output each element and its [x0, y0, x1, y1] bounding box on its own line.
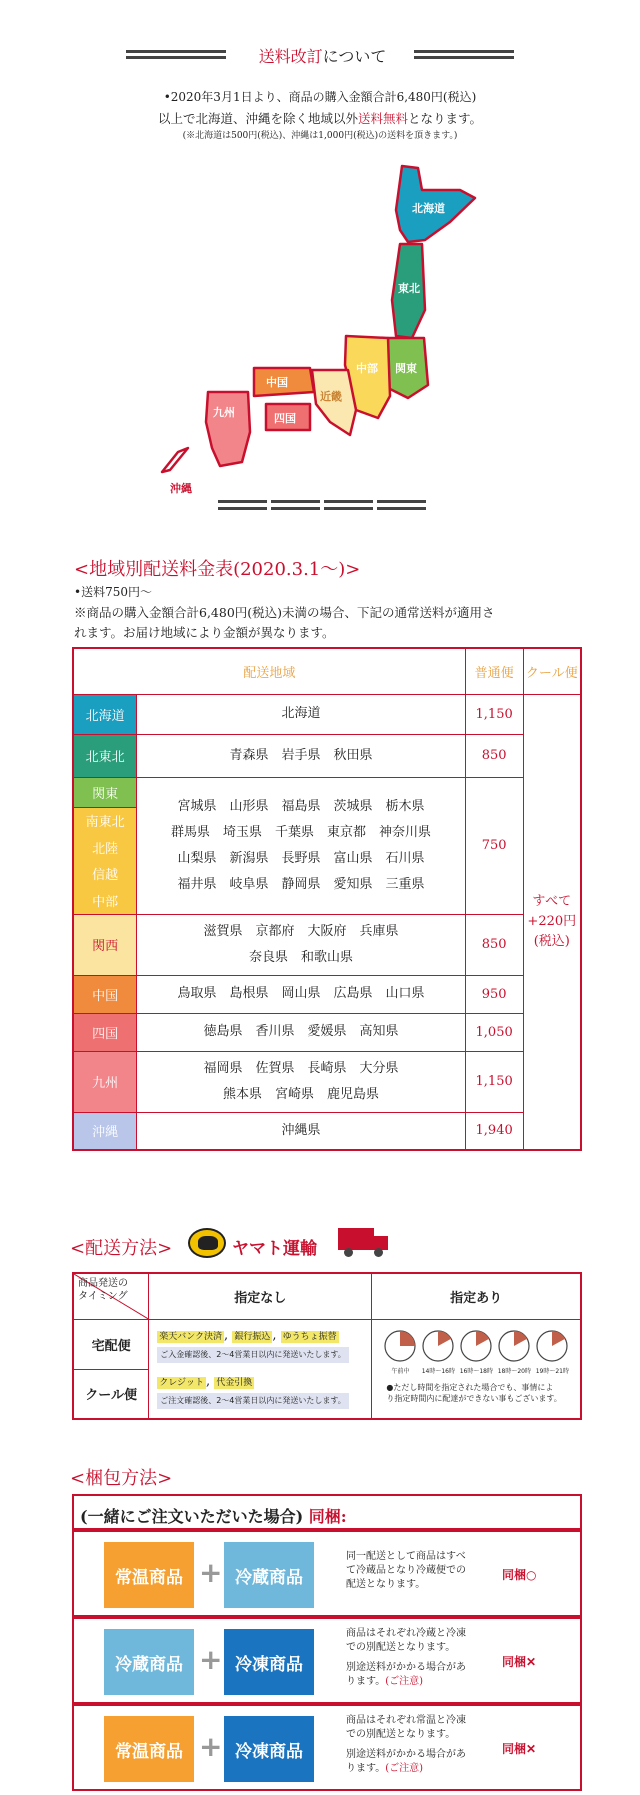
product-box: 冷凍商品: [224, 1716, 314, 1782]
clock-label: 18時〜20時: [497, 1367, 532, 1375]
header-region: 配送地域: [73, 648, 465, 694]
title-bar-right: [414, 50, 514, 59]
clock-icon: [422, 1330, 454, 1362]
product-box: 常温商品: [104, 1542, 194, 1608]
map-label-kinki: 近畿: [320, 390, 342, 403]
pref-line: 沖縄県: [281, 1122, 321, 1138]
product-box: 冷蔵商品: [104, 1629, 194, 1695]
fee-line3: れます。お届け地域により金額が異なります。: [74, 625, 335, 640]
delivery-table: [72, 1272, 582, 1420]
row-takkyubin: 宅配便: [73, 1319, 149, 1369]
pref-cell: [137, 694, 465, 734]
region-label: 北海道: [85, 708, 125, 724]
plus-icon: +: [199, 1643, 223, 1676]
pref-cell: [137, 1051, 465, 1112]
packing-desc: 商品はそれぞれ常温と冷凍 での別配送となります。 別途送料がかかる場合があ ります。(ご注意): [346, 1715, 466, 1774]
product-box: 常温商品: [104, 1716, 194, 1782]
region-cell: [73, 1051, 137, 1112]
region-label: 関東: [74, 778, 136, 808]
packing-desc: 同一配送として商品はすべ て冷蔵品となり冷蔵便での 配送となります。: [346, 1551, 466, 1590]
pref-cell: [137, 975, 465, 1013]
region-label: 南東北: [85, 815, 125, 831]
map-okinawa: [162, 448, 188, 472]
price-cell: 1,050: [465, 1013, 523, 1051]
region-label: 信越: [92, 868, 119, 884]
packing-title: <梱包方法>: [70, 1468, 173, 1489]
packing-row: [72, 1704, 582, 1791]
pref-line: 山梨県 新潟県 長野県 富山県 石川県: [177, 850, 425, 866]
payment-cell: 楽天バンク決済 , 銀行振込 , ゆうちょ振替 ご入金確認後、2〜4営業日以内に発送いたします。 クレジット , 代金引換 ご注文確認後、2〜4営業日以内に発送いたします。: [149, 1319, 372, 1419]
fee-line2: ※商品の購入金額合計6,480円(税込)未満の場合、下記の通常送料が適用さ: [74, 605, 495, 620]
price-cell: 1,150: [465, 694, 523, 734]
carrier-name: ヤマト運輸: [232, 1239, 317, 1259]
time-note: ●ただし時間を指定された場合でも、事情によ り指定時間内に配達ができない事もございます。: [386, 1382, 562, 1403]
delivery-title: <配送方法>: [70, 1238, 173, 1259]
packing-row: [72, 1530, 582, 1617]
region-cell-stack: [73, 777, 137, 914]
map-label-shikoku: 四国: [274, 412, 296, 425]
pref-line: 福井県 岐阜県 静岡県 愛知県 三重県: [177, 876, 425, 892]
price-cell: 750: [465, 777, 523, 914]
packing-row: [72, 1617, 582, 1704]
map-label-kyushu: 九州: [213, 406, 235, 419]
pref-line: 熊本県 宮崎県 鹿児島県: [222, 1086, 379, 1102]
region-label: 九州: [92, 1076, 119, 1091]
pref-line: 群馬県 埼玉県 千葉県 東京都 神奈川県: [170, 824, 431, 840]
header-cool: クール便: [523, 648, 581, 694]
map-label-tohoku: 東北: [398, 282, 420, 295]
packing-result: 同梱✕: [502, 1742, 537, 1756]
packing-desc: 商品はそれぞれ冷蔵と冷凍 での別配送となります。 別途送料がかかる場合があ ります。(ご注意): [346, 1628, 466, 1687]
col-with-time: 指定あり: [372, 1273, 581, 1319]
header-normal: 普通便: [465, 648, 523, 694]
truck-wheel-icon: [374, 1248, 383, 1257]
packing-result: 同梱○: [502, 1568, 537, 1582]
cool-cell: すべて +220円 (税込): [523, 694, 581, 1150]
product-box: 冷凍商品: [224, 1629, 314, 1695]
col-no-time: 指定なし: [149, 1273, 372, 1319]
map-kyushu: [206, 392, 250, 466]
truck-icon: [338, 1228, 374, 1250]
divider-bars: [218, 500, 426, 510]
pref-line: 宮城県 山形県 福島県 茨城県 栃木県: [177, 798, 425, 814]
pref-cell: [137, 734, 465, 777]
region-label: 中部: [92, 894, 119, 910]
japan-map: [150, 160, 480, 500]
title-bar-left: [126, 50, 226, 59]
pref-line: 徳島県 香川県 愛媛県 高知県: [203, 1024, 399, 1039]
pref-cell: [137, 914, 465, 975]
pref-line: 福岡県 佐賀県 長崎県 大分県: [203, 1060, 399, 1076]
region-cell: [73, 1112, 137, 1150]
pref-line: 鳥取県 島根県 岡山県 広島県 山口県: [177, 986, 425, 1001]
price-cell: 1,150: [465, 1051, 523, 1112]
pref-line: 奈良県 和歌山県: [248, 949, 353, 965]
plus-icon: +: [199, 1556, 223, 1589]
region-label: 沖縄: [92, 1125, 119, 1141]
yamato-cat-inner-icon: [198, 1236, 218, 1250]
row-cool: クール便: [73, 1369, 149, 1419]
clock-label: 午前中: [391, 1367, 410, 1375]
region-cell: [73, 975, 137, 1013]
clock-icon: [536, 1330, 568, 1362]
region-label: 中国: [92, 988, 119, 1004]
clock-icon: [384, 1330, 416, 1362]
truck-wheel-icon: [344, 1248, 353, 1257]
price-cell: 1,940: [465, 1112, 523, 1150]
region-cell: [73, 1013, 137, 1051]
notice-line3: (※北海道は500円(税込)、沖縄は1,000円(税込)の送料を頂きます。): [182, 131, 458, 141]
clock-label: 14時〜16時: [421, 1367, 456, 1375]
packing-header: (一緒にご注文いただいた場合) 同梱:: [72, 1494, 582, 1530]
pref-line: 北海道: [281, 706, 321, 721]
fee-table: [72, 647, 582, 1151]
notice-line2: 以上で北海道、沖縄を除く地域以外送料無料となります。: [157, 111, 483, 126]
notice-title: 送料改訂について: [258, 47, 387, 66]
map-label-hokkaido: 北海道: [412, 202, 445, 215]
fee-title: <地域別配送料金表(2020.3.1〜)>: [74, 559, 361, 580]
product-box: 冷蔵商品: [224, 1542, 314, 1608]
clock-label: 19時〜21時: [535, 1367, 570, 1375]
price-cell: 850: [465, 734, 523, 777]
region-label: 四国: [92, 1026, 119, 1042]
plus-icon: +: [199, 1730, 223, 1763]
pref-line: 青森県 岩手県 秋田県: [229, 747, 373, 763]
clock-label: 16時〜18時: [459, 1367, 494, 1375]
timing-label: 商品発送の タイミング: [73, 1273, 149, 1319]
pref-cell: [137, 777, 465, 914]
region-label: 北陸: [92, 841, 119, 857]
pref-cell: [137, 1112, 465, 1150]
price-cell: 950: [465, 975, 523, 1013]
region-label: 北東北: [85, 750, 125, 765]
map-label-kanto: 関東: [395, 362, 417, 375]
packing-result: 同梱✕: [502, 1655, 537, 1669]
price-cell: 850: [465, 914, 523, 975]
notice-line1: •2020年3月1日より、商品の購入金額合計6,480円(税込): [163, 90, 477, 104]
region-cell: [73, 694, 137, 734]
region-cell: [73, 734, 137, 777]
pref-cell: [137, 1013, 465, 1051]
clock-icon: [460, 1330, 492, 1362]
region-label: 関西: [92, 939, 119, 954]
time-cell: [372, 1319, 581, 1419]
clock-icon: [498, 1330, 530, 1362]
map-label-chugoku: 中国: [266, 376, 288, 389]
pref-line: 滋賀県 京都府 大阪府 兵庫県: [203, 923, 399, 939]
region-cell: [73, 914, 137, 975]
map-label-okinawa: 沖縄: [170, 482, 192, 495]
fee-line1: •送料750円〜: [74, 585, 152, 599]
map-label-chubu: 中部: [356, 362, 378, 375]
